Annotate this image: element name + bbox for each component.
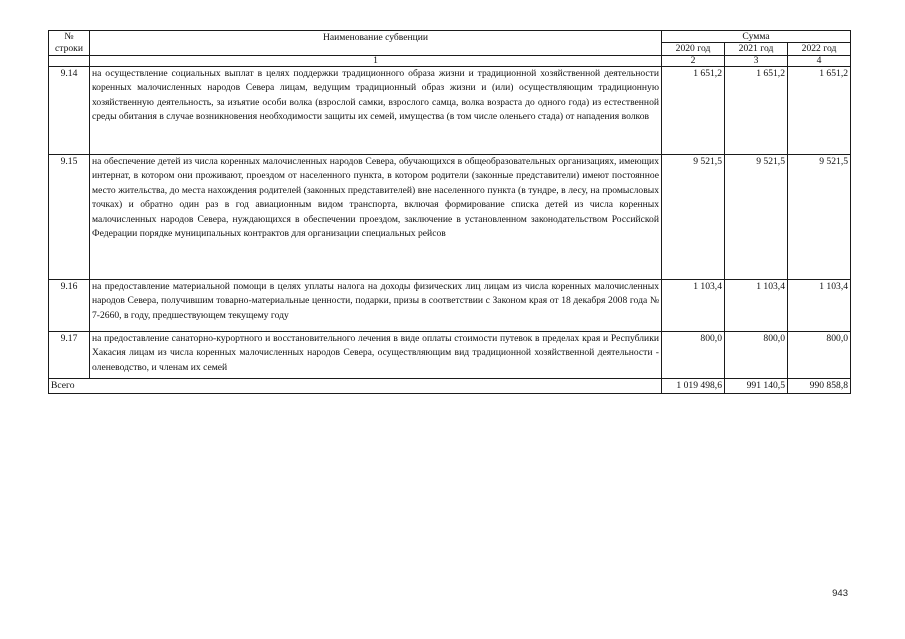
column-index-3: 3 [725, 56, 788, 67]
value-2022: 1 651,2 [788, 67, 851, 155]
value-2020: 9 521,5 [662, 155, 725, 280]
value-2022: 9 521,5 [788, 155, 851, 280]
header-row-1 [49, 31, 851, 43]
subvention-name-header: Наименование субвенции [90, 31, 662, 56]
column-index-1: 1 [90, 56, 662, 67]
total-2020: 1 019 498,6 [662, 379, 725, 394]
row-number: 9.15 [49, 155, 90, 280]
value-2020: 1 103,4 [662, 280, 725, 332]
total-2022: 990 858,8 [788, 379, 851, 394]
subvention-table [48, 30, 851, 394]
value-2021: 800,0 [725, 332, 788, 379]
row-description: на предоставление санаторно-курортного и восстановительного лечения в виде оплаты стоимости путевок в пределах края и Республики Хакасия лицам из числа коренных малочисленных народов Севера, осуществляющим вид традиционной хозяйственной деятельности - оленеводство, и членам их семей [90, 332, 662, 379]
row-number: 9.14 [49, 67, 90, 155]
row-number-header [49, 31, 90, 56]
value-2021: 1 103,4 [725, 280, 788, 332]
row-number-header-line2: строки [55, 43, 83, 54]
year-header-2020: 2020 год [662, 43, 725, 56]
year-header-2022: 2022 год [788, 43, 851, 56]
row-description: на осуществление социальных выплат в целях поддержки традиционного образа жизни и традиционной хозяйственной деятельности коренных малочисленных народов Севера лицам, ведущим традиционный образ жизни и (или) осуществляющим традиционную хозяйственную деятельность, за изъятие особи волка (взрослой самки, взрослого самца, волка возраста до одного года) из естественной среды обитания в случае возникновения необходимости защиты их семей, имущества (в том числе оленьего стада) от нападения волков [90, 67, 662, 155]
table-row [49, 280, 851, 332]
column-index-row [49, 56, 851, 67]
value-2022: 800,0 [788, 332, 851, 379]
table-row [49, 332, 851, 379]
column-index-empty [49, 56, 90, 67]
value-2021: 9 521,5 [725, 155, 788, 280]
row-description: на предоставление материальной помощи в целях уплаты налога на доходы физических лиц лицам из числа коренных малочисленных народов Севера, получившим товарно-материальные ценности, подарки, призы в соответствии с Законом края от 18 декабря 2008 года № 7-2660, в году, предшествующем текущему году [90, 280, 662, 332]
total-row [49, 379, 851, 394]
table-row [49, 155, 851, 280]
sum-header: Сумма [662, 31, 851, 43]
row-number: 9.16 [49, 280, 90, 332]
page-number: 943 [832, 588, 848, 599]
value-2020: 800,0 [662, 332, 725, 379]
value-2021: 1 651,2 [725, 67, 788, 155]
total-2021: 991 140,5 [725, 379, 788, 394]
row-description: на обеспечение детей из числа коренных малочисленных народов Севера, обучающихся в общеобразовательных организациях, имеющих интернат, в котором они проживают, проездом от населенного пункта, в котором родители (законные представители) имеют постоянное место жительства, до места нахождения родителей (законных представителей) вне населенного пункта (в тундре, в лесу, на промысловых точках) и обратно один раз в год авиационным видом транспорта, включая формирование списка детей из числа коренных малочисленных народов Севера, нуждающихся в обеспечении проездом, заключение в установленном законодательством Российской Федерации порядке муниципальных контрактов для организации специальных рейсов [90, 155, 662, 280]
row-number: 9.17 [49, 332, 90, 379]
column-index-4: 4 [788, 56, 851, 67]
column-index-2: 2 [662, 56, 725, 67]
year-header-2021: 2021 год [725, 43, 788, 56]
total-label: Всего [49, 379, 662, 394]
row-number-header-line1: № [64, 31, 74, 42]
value-2020: 1 651,2 [662, 67, 725, 155]
value-2022: 1 103,4 [788, 280, 851, 332]
table-row [49, 67, 851, 155]
